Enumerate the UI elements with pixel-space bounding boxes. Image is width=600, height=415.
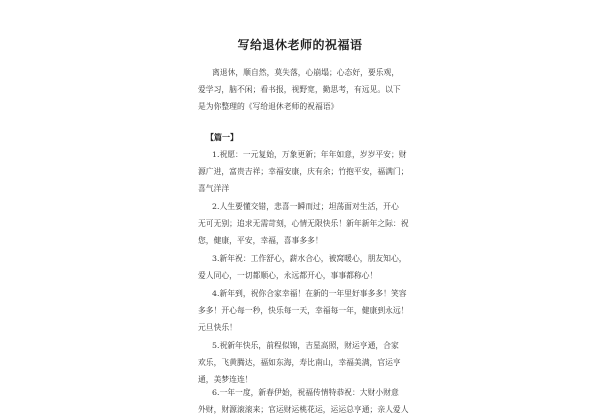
- item-2-line-2: 无可无别；追求无需苛刻，心情无限快乐！新年新年之际：祝: [198, 219, 409, 228]
- item-5-line-3: 通，美梦连连！: [198, 375, 253, 384]
- item-5-line-1: 5.祝新年快乐，前程似锦，吉星高照，财运亨通，合家: [212, 341, 399, 350]
- item-3-line-2: 爱人同心，一切都顺心，永远都开心，事事都称心！: [198, 271, 378, 280]
- document-title: 写给退休老师的祝福语: [237, 38, 363, 52]
- item-1-line-1: 1.祝愿：一元复始，万象更新；年年如意，岁岁平安；财: [212, 150, 407, 159]
- item-4-line-2: 多多！开心每一秒，快乐每一天，幸福每一年，健康到永远！: [198, 306, 409, 315]
- item-2-line-3: 您，健康，平安，幸福，喜事多多！: [198, 236, 323, 245]
- item-4-line-3: 元旦快乐！: [198, 323, 237, 332]
- item-6-line-2: 外财，财源滚滚来；官运财运桃花运，运运总亨通；亲人爱人: [198, 405, 409, 414]
- intro-line-1: 离退休，顺自然，莫失落，心崩塌；心态好，要乐观，: [212, 68, 400, 77]
- item-5-line-2: 欢乐，飞黄腾达，福如东海，寿比南山，幸福美满，官运亨: [198, 358, 401, 367]
- intro-line-2: 爱学习，脑不闲；看书报，视野宽，勤思考，有远见。以下: [198, 85, 401, 94]
- section-label: 【篇一】: [206, 132, 238, 142]
- item-3-line-1: 3.新年祝：工作舒心，薪水合心，被窝暖心，朋友知心，: [212, 254, 407, 263]
- item-6-line-1: 6.一年一度，新春伊始，祝福传情特恭祝：大财小财意: [212, 388, 399, 397]
- intro-line-3: 是为你整理的《写给退休老师的祝福语》: [198, 102, 339, 111]
- document-sheet: [168, 0, 432, 414]
- item-4-line-1: 4.新年到，祝你合家幸福！在新的一年里好事多多！笑容: [212, 289, 407, 298]
- item-1-line-2: 源广进，富贵吉祥；幸福安康，庆有余；竹抱平安，福满门；: [198, 167, 409, 176]
- item-2-line-1: 2.人生要懂交错，悲喜一瞬而过；坦荡面对生活，开心: [212, 202, 399, 211]
- item-1-line-3: 喜气洋洋: [198, 184, 230, 193]
